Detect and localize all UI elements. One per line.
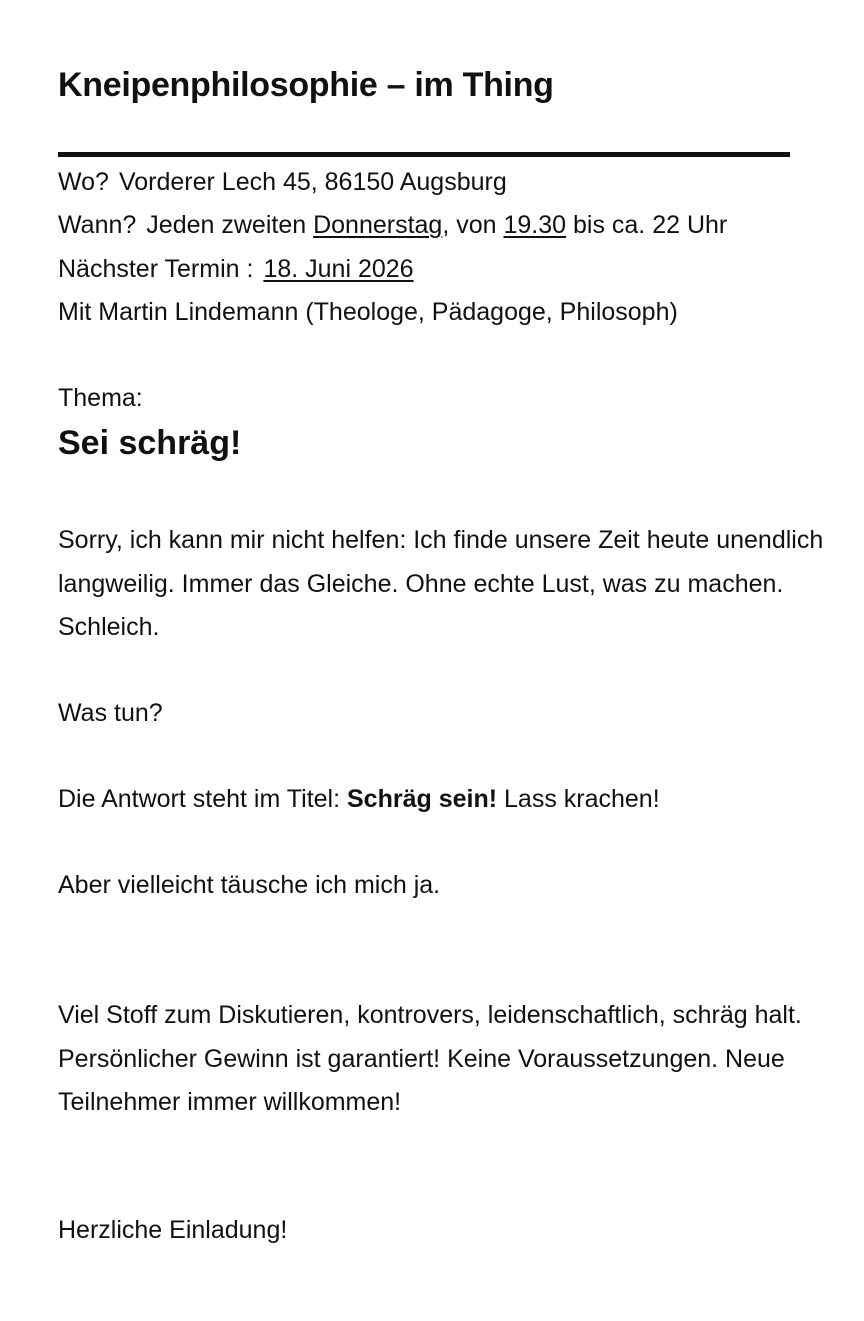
next-date-line — [58, 254, 414, 284]
doubt-paragraph: Aber vielleicht täusche ich mich ja. — [58, 871, 441, 899]
next-date-label: Nächster Termin : — [58, 255, 254, 283]
question-paragraph: Was tun? — [58, 699, 163, 727]
location-label: Wo? — [58, 168, 109, 196]
next-date-value: 18. Juni 2026 — [263, 255, 414, 283]
location-line — [58, 167, 507, 197]
intro-paragraph: Sorry, ich kann mir nicht helfen: Ich finde unsere Zeit heute unendlich langweilig. Immer das Gleiche. Ohne echte Lust, was zu machen. Schleich. — [58, 526, 824, 641]
title-underline-rule — [58, 152, 790, 157]
location-value: Vorderer Lech 45, 86150 Augsburg — [118, 168, 507, 196]
schedule-start-time: 19.30 — [503, 211, 567, 239]
schedule-prefix: Jeden zweiten — [146, 211, 307, 239]
topic-label: Thema: — [58, 384, 143, 412]
answer-bold: Schräg sein! — [347, 785, 498, 813]
answer-prefix: Die Antwort steht im Titel: — [58, 785, 341, 813]
schedule-suffix: bis ca. 22 Uhr — [573, 211, 728, 239]
host-line: Mit Martin Lindemann (Theologe, Pädagoge, Philosoph) — [58, 298, 678, 326]
schedule-day: Donnerstag — [313, 211, 443, 239]
pitch-paragraph: Viel Stoff zum Diskutieren, kontrovers, leidenschaftlich, schräg halt. Persönlicher Gewinn ist garantiert! Keine Voraussetzungen. Neue Teilnehmer immer willkommen! — [58, 1001, 802, 1116]
answer-suffix: Lass krachen! — [504, 785, 660, 813]
closing-paragraph: Herzliche Einladung! — [58, 1216, 288, 1244]
answer-paragraph — [58, 778, 848, 822]
page-title: Kneipenphilosophie – im Thing — [58, 66, 554, 104]
schedule-line — [58, 210, 727, 240]
topic-heading: Sei schräg! — [58, 424, 242, 462]
schedule-label: Wann? — [58, 211, 137, 239]
schedule-mid: , von — [442, 211, 497, 239]
